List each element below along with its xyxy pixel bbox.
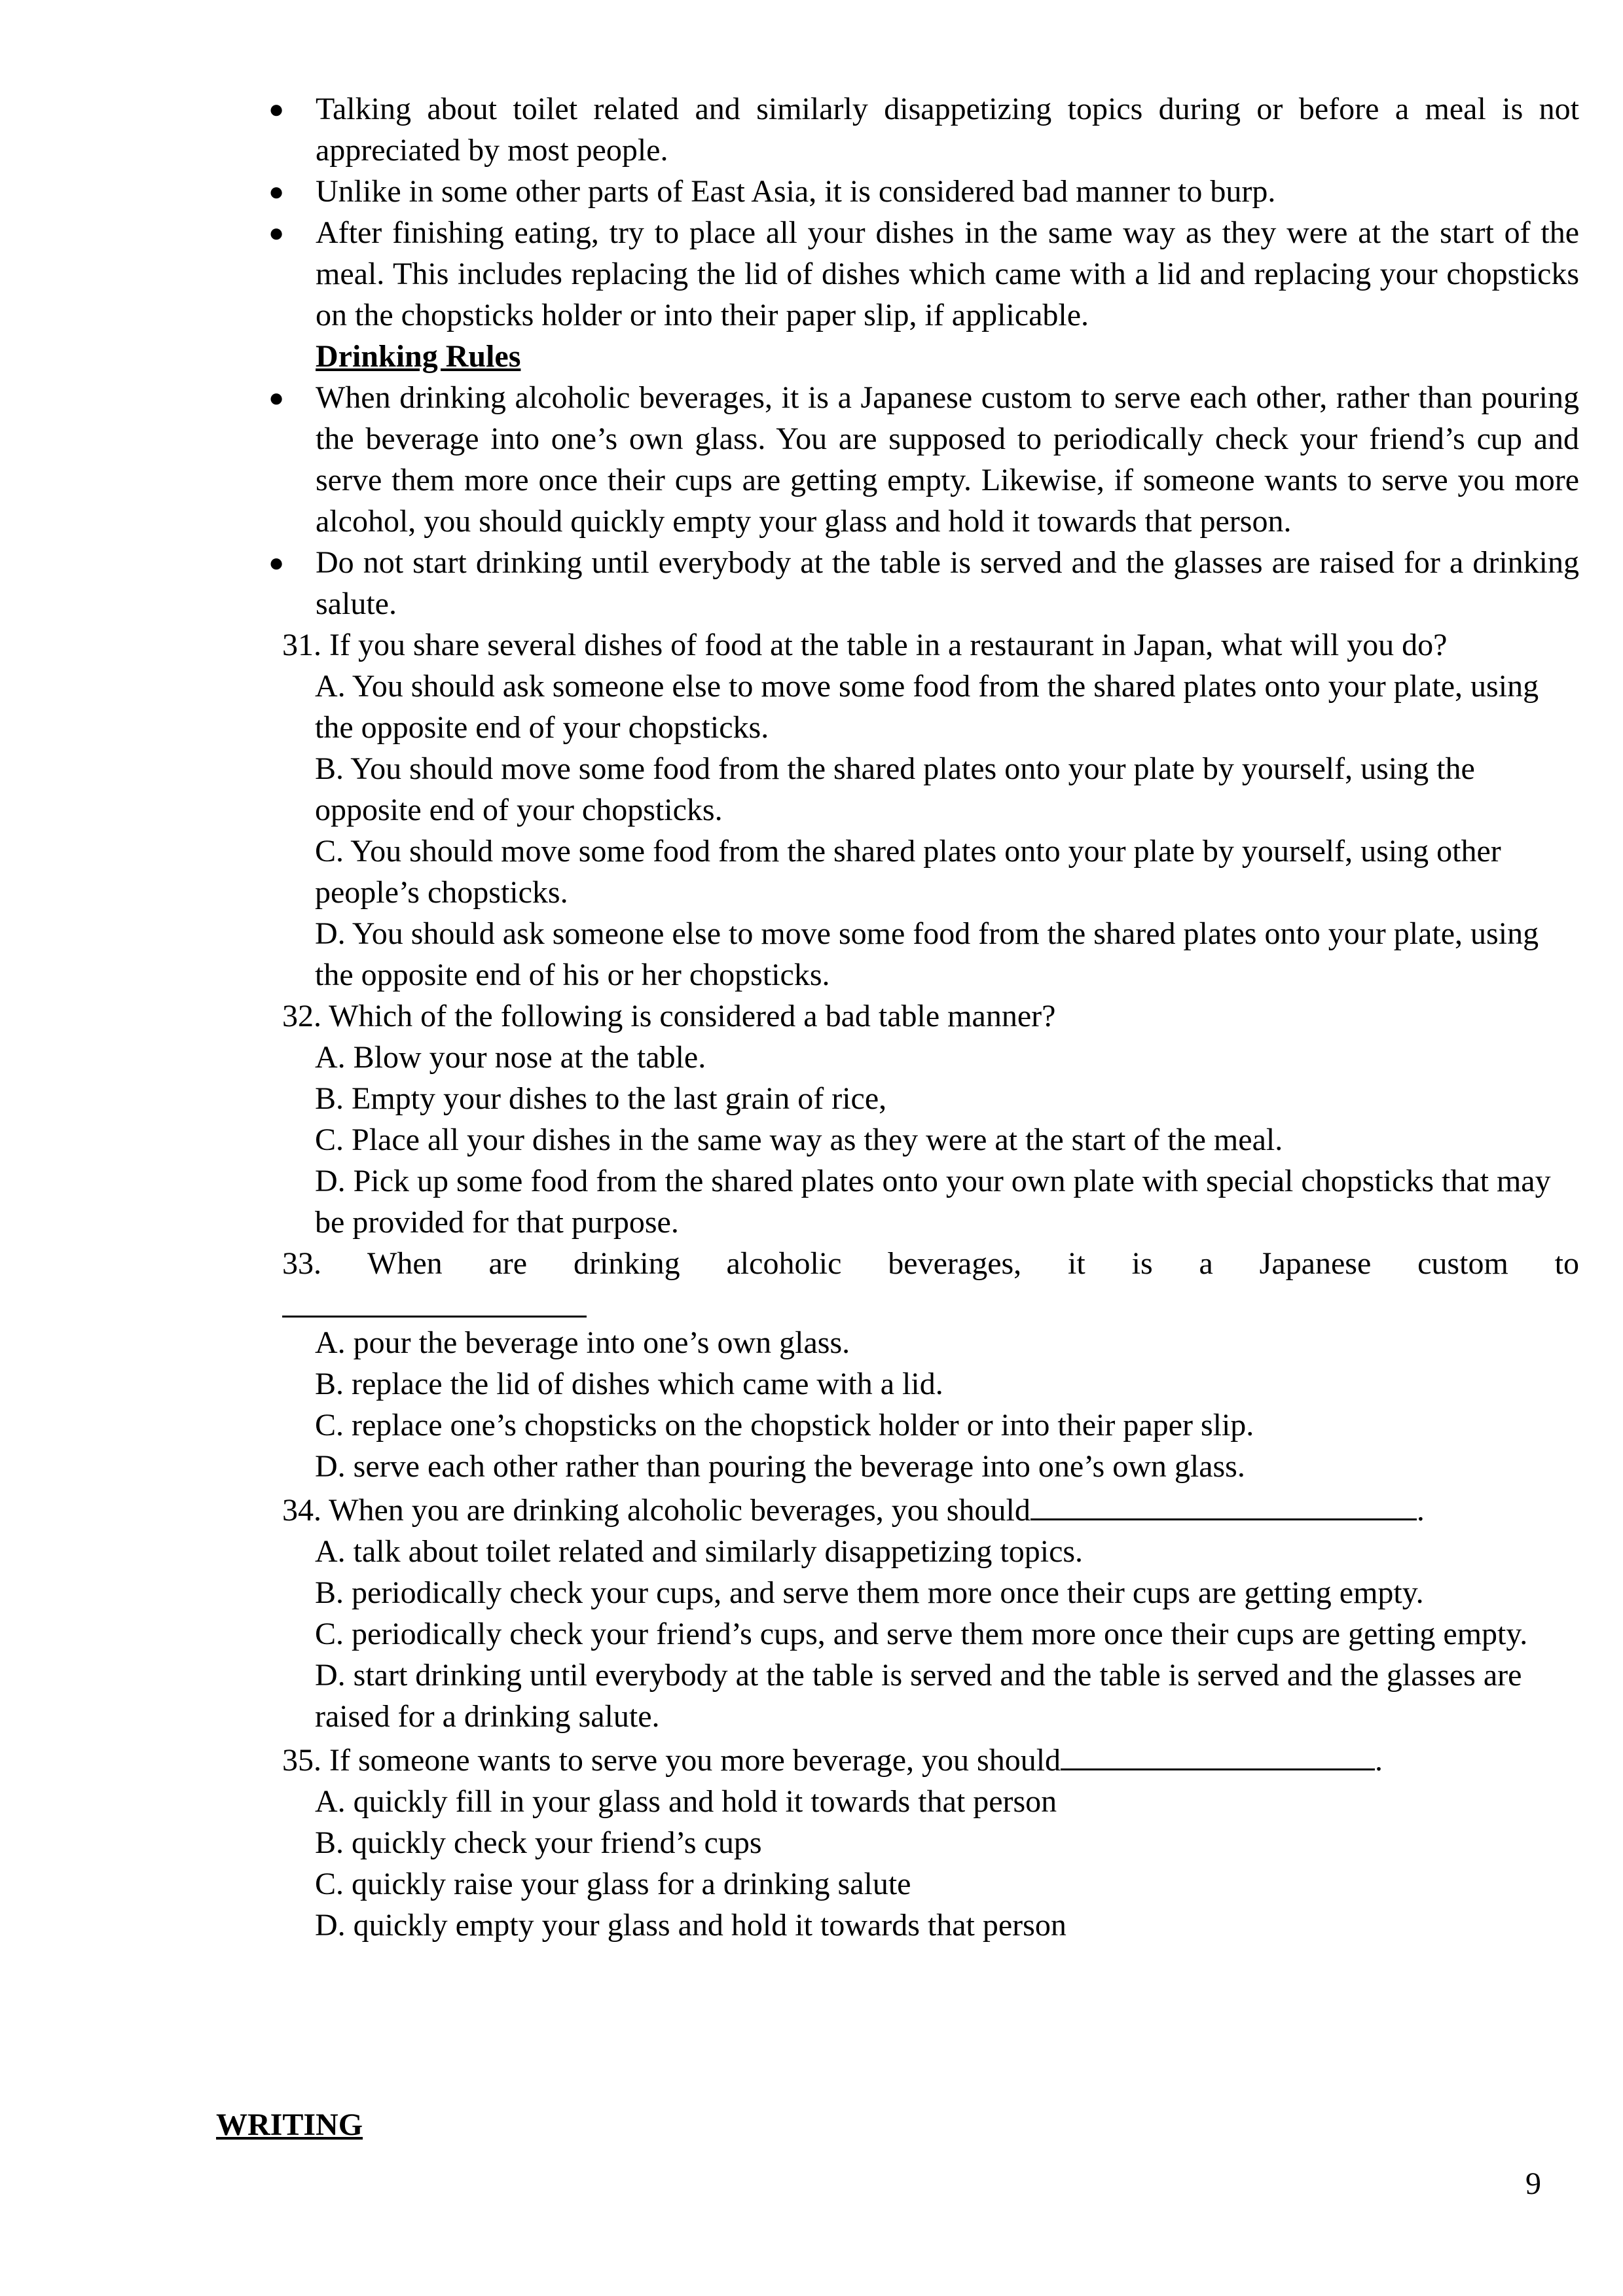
answer-option: C. quickly raise your glass for a drinking salute xyxy=(315,1867,911,1901)
answer-option: A. talk about toilet related and similarly disappetizing topics. xyxy=(315,1534,1084,1569)
answer-option: C. periodically check your friend’s cups, and serve them more once their cups are getting empty. xyxy=(315,1617,1528,1651)
bullet-icon: ● xyxy=(268,548,285,577)
bullet-text: Do not start drinking until everybody at the table is served and the glasses are raised for a drinking salute. xyxy=(316,545,1579,621)
question-35 xyxy=(282,1737,1579,1946)
answer-option: B. You should move some food from the shared plates onto your plate by yourself, using the opposite end of your chopsticks. xyxy=(315,751,1475,827)
bullet-text: Talking about toilet related and similarly disappetizing topics during or before a meal is not appreciated by most people. xyxy=(316,92,1579,168)
answer-blank xyxy=(282,1284,587,1318)
bullet-text: Unlike in some other parts of East Asia, it is considered bad manner to burp. xyxy=(316,174,1276,209)
answer-blank xyxy=(1061,1737,1375,1770)
answer-option: B. periodically check your cups, and serve them more once their cups are getting empty. xyxy=(315,1575,1424,1610)
answer-option: D. Pick up some food from the shared plates onto your own plate with special chopsticks that may be provided for that purpose. xyxy=(315,1164,1551,1240)
answer-option: C. replace one’s chopsticks on the chopstick holder or into their paper slip. xyxy=(315,1408,1254,1443)
answer-option: B. replace the lid of dishes which came with a lid. xyxy=(315,1367,943,1401)
question-stem: 32. Which of the following is considered a bad table manner? xyxy=(282,999,1056,1033)
bullet-text: After finishing eating, try to place all your dishes in the same way as they were at the start of the meal. This includes replacing the lid of dishes which came with a lid and replacing your chopsticks on the chopsticks holder or into their paper slip, if applicable. xyxy=(316,215,1579,332)
answer-option: A. You should ask someone else to move some food from the shared plates onto your plate, using the opposite end of your chopsticks. xyxy=(315,669,1539,745)
answer-option: C. You should move some food from the shared plates onto your plate by yourself, using other people’s chopsticks. xyxy=(315,834,1501,910)
answer-blank xyxy=(1030,1487,1417,1520)
answer-option: A. pour the beverage into one’s own glass. xyxy=(315,1325,850,1360)
list-item xyxy=(268,212,1579,336)
list-item xyxy=(268,171,1579,212)
question-stem-line xyxy=(282,1737,1579,1781)
question-stem: 34. When you are drinking alcoholic beverages, you should xyxy=(282,1493,1030,1528)
answer-blank-row xyxy=(282,1284,1579,1322)
answer-option: D. You should ask someone else to move some food from the shared plates onto your plate, using the opposite end of his or her chopsticks. xyxy=(315,916,1539,992)
question-32 xyxy=(282,996,1579,1243)
question-31 xyxy=(282,624,1579,996)
answer-option: D. serve each other rather than pouring the beverage into one’s own glass. xyxy=(315,1449,1245,1484)
answer-option: C. Place all your dishes in the same way as they were at the start of the meal. xyxy=(315,1122,1283,1157)
page-number: 9 xyxy=(1525,2166,1541,2201)
writing-heading: WRITING xyxy=(216,2108,363,2142)
bullet-icon: ● xyxy=(268,383,285,412)
answer-option: B. Empty your dishes to the last grain of rice, xyxy=(315,1081,887,1116)
question-stem: 33. When are drinking alcoholic beverages, it is a Japanese custom to xyxy=(282,1246,1579,1281)
question-stem: 31. If you share several dishes of food at the table in a restaurant in Japan, what will you do? xyxy=(282,628,1448,662)
answer-option: D. start drinking until everybody at the table is served and the table is served and the glasses are raised for a drinking salute. xyxy=(315,1658,1522,1734)
stem-end: . xyxy=(1375,1743,1383,1778)
answer-option: A. quickly fill in your glass and hold it towards that person xyxy=(315,1784,1057,1819)
drinking-rules-heading: Drinking Rules xyxy=(316,339,521,374)
bullet-icon: ● xyxy=(268,218,285,247)
list-item xyxy=(268,542,1579,624)
bullet-text: When drinking alcoholic beverages, it is a Japanese custom to serve each other, rather than pouring the beverage into one’s own glass. You are supposed to periodically check your friend’s cup and serve them more once their cups are getting empty. Likewise, if someone wants to serve you more alcohol, you should quickly empty your glass and hold it towards that person. xyxy=(316,380,1579,539)
list-item xyxy=(268,377,1579,542)
answer-option: D. quickly empty your glass and hold it towards that person xyxy=(315,1908,1067,1943)
stem-end: . xyxy=(1416,1493,1425,1528)
answer-option: B. quickly check your friend’s cups xyxy=(315,1825,762,1860)
list-item xyxy=(268,88,1579,171)
bullet-icon: ● xyxy=(268,177,285,206)
question-stem-line xyxy=(282,1487,1579,1531)
content-column xyxy=(268,88,1579,1946)
question-stem: 35. If someone wants to serve you more beverage, you should xyxy=(282,1743,1061,1778)
question-33 xyxy=(282,1243,1579,1487)
bullet-icon: ● xyxy=(268,94,285,124)
question-34 xyxy=(282,1487,1579,1737)
answer-option: A. Blow your nose at the table. xyxy=(315,1040,706,1075)
